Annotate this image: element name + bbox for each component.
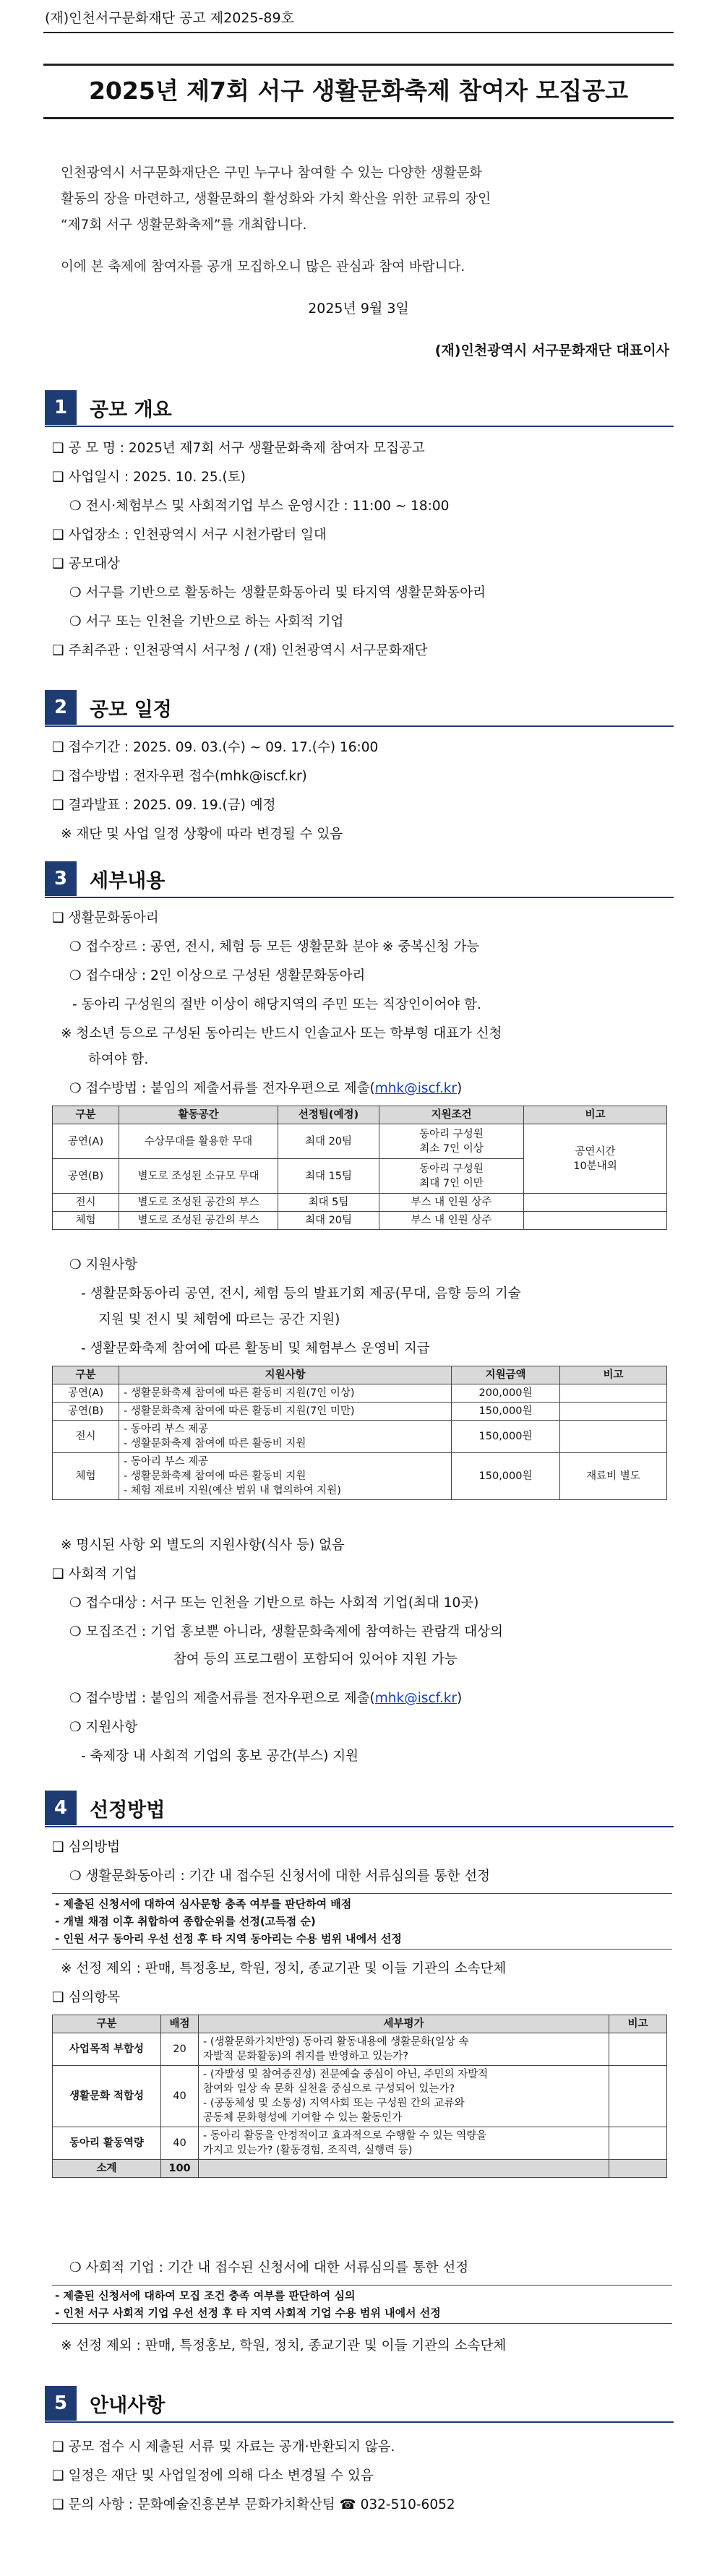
table-header-cell: 세부평가 xyxy=(199,2015,609,2033)
list-item: ❍ 서구 또는 인천을 기반으로 하는 사회적 기업 xyxy=(69,614,344,629)
table-cell xyxy=(560,1403,667,1421)
table-header-cell: 지원조건 xyxy=(379,1106,524,1124)
section-title: 공모 일정 xyxy=(90,698,172,721)
cell-line: 동아리 구성원 xyxy=(419,1128,484,1140)
list-item: 참여 등의 프로그램이 포함되어 있어야 지원 가능 xyxy=(173,1652,458,1667)
table-cell xyxy=(119,1421,452,1453)
table-cell: 생활문화 적합성 xyxy=(53,2066,161,2127)
section-title: 공모 개요 xyxy=(90,398,172,421)
cell-line: - 동아리 활동을 안정적이고 효과적으로 수행할 수 있는 역량을 xyxy=(203,2130,487,2142)
cell-line: 자발적 문화활동)의 취지를 반영하고 있는가? xyxy=(203,2051,408,2062)
table-cell xyxy=(199,2127,609,2160)
table-row xyxy=(53,2066,667,2127)
list-item: ❍ 전시·체험부스 및 사회적기업 부스 운영시간 : 11:00 ~ 18:00 xyxy=(69,499,450,514)
top-divider xyxy=(43,32,674,33)
list-item: ❑ 사업일시 : 2025. 10. 25.(토) xyxy=(52,470,246,485)
list-item: ❍ 접수대상 : 2인 이상으로 구성된 생활문화동아리 xyxy=(69,968,366,983)
list-item xyxy=(69,1688,462,1707)
note-line: - 제출된 신청서에 대하여 모집 조건 충족 여부를 판단하여 심의 xyxy=(55,2289,356,2302)
table-row xyxy=(53,1384,667,1403)
criteria-note-box xyxy=(52,1893,672,1950)
list-item: ❑ 접수기간 : 2025. 09. 03.(수) ~ 09. 17.(수) 16:00 xyxy=(52,740,379,755)
paren-close: ) xyxy=(457,1081,463,1096)
table-cell: 부스 내 인원 상주 xyxy=(379,1194,524,1212)
table-cell xyxy=(199,2066,609,2127)
table-cell: 체험 xyxy=(53,1453,119,1500)
notice-date: 2025년 9월 3일 xyxy=(308,301,409,316)
list-item: ❑ 사업장소 : 인천광역시 서구 시천가람터 일대 xyxy=(52,527,327,543)
table-header-row xyxy=(53,1106,667,1124)
cell-line: 10분내외 xyxy=(573,1160,617,1172)
table-cell xyxy=(199,2160,609,2178)
cell-line: - (자발성 및 참여증진성) 전문예술 중심이 아닌, 주민의 자발적 xyxy=(203,2069,489,2080)
page-title: 2025년 제7회 서구 생활문화축제 참여자 모집공고 xyxy=(88,77,629,105)
note-line: - 인원 서구 동아리 우선 선정 후 타 지역 동아리는 수용 범위 내에서 선정 xyxy=(55,1932,402,1945)
table-row xyxy=(53,2127,667,2160)
table-header-cell: 배점 xyxy=(161,2015,199,2033)
email-link[interactable]: mhk@iscf.kr xyxy=(374,1081,458,1096)
cell-line: 가지고 있는가? (활동경험, 조직력, 실행력 등) xyxy=(203,2145,413,2156)
table-row xyxy=(53,1124,667,1159)
table-header-cell: 비고 xyxy=(609,2015,667,2033)
list-item: ❑ 생활문화동아리 xyxy=(52,910,159,926)
cell-line: - (공동체성 및 소통성) 지역사회 또는 구성원 간의 교류와 xyxy=(203,2098,465,2109)
table-cell xyxy=(609,2160,667,2178)
cell-line: - 생활문화축제 참여에 따른 활동비 지원 xyxy=(124,1470,306,1482)
list-item: ※ 선정 제외 : 판매, 특정홍보, 학원, 정치, 종교기관 및 이들 기관의 소속단체 xyxy=(61,2338,507,2353)
list-item: ※ 재단 및 사업 일정 상황에 따라 변경될 수 있음 xyxy=(61,827,343,842)
list-item: ❑ 일정은 재단 및 사업일정에 의해 다소 변경될 수 있음 xyxy=(52,2468,374,2484)
cell-line: 동아리 구성원 xyxy=(419,1163,484,1175)
intro-line: “제7회 서구 생활문화축제”를 개최합니다. xyxy=(61,217,307,233)
table-header-row xyxy=(53,2015,667,2033)
notice-number: (재)인천서구문화재단 공고 제2025-89호 xyxy=(45,10,294,26)
table-header-cell: 비고 xyxy=(524,1106,667,1124)
list-item xyxy=(69,1078,462,1097)
table-row xyxy=(53,1403,667,1421)
table-cell xyxy=(560,1421,667,1453)
table-cell xyxy=(379,1159,524,1194)
list-item: ※ 청소년 등으로 구성된 동아리는 반드시 인솔교사 또는 학부형 대표가 신청 xyxy=(61,1026,502,1041)
table-cell xyxy=(199,2033,609,2066)
table-cell xyxy=(379,1124,524,1159)
table-row xyxy=(53,1194,667,1212)
cell-line: - 체험 재료비 지원(예산 범위 내 협의하여 지원) xyxy=(124,1485,341,1496)
table-cell: 최대 20팀 xyxy=(278,1212,379,1230)
table-cell: 동아리 활동역량 xyxy=(53,2127,161,2160)
cell-line: - (생활문화가치반영) 동아리 활동내용에 생활문화(일상 속 xyxy=(203,2036,469,2048)
section-rule xyxy=(45,897,674,898)
list-item: ❍ 지원사항 xyxy=(69,1720,137,1735)
table-row xyxy=(53,1453,667,1500)
section-header-overview xyxy=(45,390,172,425)
section-rule xyxy=(45,2421,674,2423)
activity-table xyxy=(52,1106,667,1230)
section-title: 세부내용 xyxy=(90,869,166,892)
table-cell: 부스 내 인원 상주 xyxy=(379,1212,524,1230)
list-item: ❍ 사회적 기업 : 기간 내 접수된 신청서에 대한 서류심의를 통한 선정 xyxy=(69,2260,469,2275)
table-cell: 전시 xyxy=(53,1421,119,1453)
paren-close: ) xyxy=(457,1691,463,1706)
intro-line: 이에 본 축제에 참여자를 공개 모집하오니 많은 관심과 참여 바랍니다. xyxy=(61,259,465,275)
note-line: - 제출된 신청서에 대하여 심사문항 충족 여부를 판단하여 배점 xyxy=(55,1897,352,1911)
table-cell: 재료비 별도 xyxy=(560,1453,667,1500)
table-cell xyxy=(524,1212,667,1230)
table-cell: 전시 xyxy=(53,1194,119,1212)
section-number: 2 xyxy=(45,690,77,725)
section-header-guide xyxy=(45,2386,165,2421)
note-line: - 개별 채점 이후 취합하여 종합순위를 선정(고득점 순) xyxy=(55,1915,316,1928)
table-header-cell: 구분 xyxy=(53,1106,119,1124)
table-header-cell: 지원금액 xyxy=(452,1366,560,1384)
table-cell xyxy=(560,1384,667,1403)
evaluation-table xyxy=(52,2015,667,2178)
table-cell xyxy=(609,2033,667,2066)
table-cell: - 생활문화축제 참여에 따른 활동비 지원(7인 미만) xyxy=(119,1403,452,1421)
table-header-cell: 비고 xyxy=(560,1366,667,1384)
cell-line: - 생활문화축제 참여에 따른 활동비 지원 xyxy=(124,1438,306,1449)
list-item: - 축제장 내 사회적 기업의 홍보 공간(부스) 지원 xyxy=(81,1749,358,1764)
table-cell: 150,000원 xyxy=(452,1421,560,1453)
table-header-cell: 지원사항 xyxy=(119,1366,452,1384)
list-item: ❍ 접수대상 : 서구 또는 인천을 기반으로 하는 사회적 기업(최대 10곳) xyxy=(69,1595,479,1611)
list-item: ❍ 생활문화동아리 : 기간 내 접수된 신청서에 대한 서류심의를 통한 선정 xyxy=(69,1869,491,1884)
table-cell xyxy=(609,2066,667,2127)
list-item: - 생활문화동아리 공연, 전시, 체험 등의 발표기회 제공(무대, 음향 등의 기술 xyxy=(81,1286,521,1301)
section-header-details xyxy=(45,861,165,896)
table-cell: 최대 20팀 xyxy=(278,1124,379,1159)
cell-line: - 동아리 부스 제공 xyxy=(124,1423,209,1435)
table-cell xyxy=(119,1453,452,1500)
criteria-note-box xyxy=(52,2285,672,2324)
table-cell: 사업목적 부합성 xyxy=(53,2033,161,2066)
cell-line: 최대 7인 이만 xyxy=(419,1177,484,1189)
list-item: ❑ 심의항목 xyxy=(52,1990,120,2005)
list-item: - 동아리 구성원의 절반 이상이 해당지역의 주민 또는 직장인이어야 함. xyxy=(72,997,481,1012)
table-cell: 소계 xyxy=(53,2160,161,2178)
table-cell: 최대 15팀 xyxy=(278,1159,379,1194)
cell-line: 참여와 일상 속 문화 실천을 중심으로 구성되어 있는가? xyxy=(203,2083,455,2095)
intro-line: 활동의 장을 마련하고, 생활문화의 활성화와 가치 확산을 위한 교류의 장인 xyxy=(61,191,491,207)
table-row xyxy=(53,1212,667,1230)
cell-line: 공연시간 xyxy=(575,1145,616,1158)
email-link[interactable]: mhk@iscf.kr xyxy=(374,1691,458,1706)
support-table xyxy=(52,1366,667,1500)
list-item: ❍ 접수장르 : 공연, 전시, 체험 등 모든 생활문화 분야 ※ 중복신청 가능 xyxy=(69,939,480,955)
list-item: ❑ 공모 접수 시 제출된 서류 및 자료는 공개·반환되지 않음. xyxy=(52,2439,395,2455)
table-cell: 150,000원 xyxy=(452,1403,560,1421)
table-cell: 공연(B) xyxy=(53,1159,119,1194)
section-number: 4 xyxy=(45,1791,77,1825)
table-cell: 40 xyxy=(161,2127,199,2160)
table-cell xyxy=(524,1194,667,1212)
list-item: ❑ 공 모 명 : 2025년 제7회 서구 생활문화축제 참여자 모집공고 xyxy=(52,441,425,456)
section-title: 선정방법 xyxy=(90,1799,166,1822)
section-number: 5 xyxy=(45,2386,77,2421)
table-cell: 별도로 조성된 공간의 부스 xyxy=(119,1212,278,1230)
list-item: ❑ 공모대상 xyxy=(52,556,120,572)
list-item: ❑ 주최주관 : 인천광역시 서구청 / (재) 인천광역시 서구문화재단 xyxy=(52,643,428,658)
table-header-cell: 구분 xyxy=(53,1366,119,1384)
section-number: 1 xyxy=(45,390,77,425)
table-row xyxy=(53,2033,667,2066)
submit-method-label: ❍ 접수방법 : 붙임의 제출서류를 전자우편으로 제출( xyxy=(69,1691,375,1706)
table-cell: 공연(B) xyxy=(53,1403,119,1421)
section-rule xyxy=(45,426,674,427)
list-item: ❍ 지원사항 xyxy=(69,1257,137,1272)
table-cell: 최대 5팀 xyxy=(278,1194,379,1212)
list-item: ※ 선정 제외 : 판매, 특정홍보, 학원, 정치, 종교기관 및 이들 기관의 소속단체 xyxy=(61,1961,507,1976)
cell-line: 공동체 문화형성에 기여할 수 있는 활동인가 xyxy=(203,2112,403,2124)
table-cell: 공연(A) xyxy=(53,1124,119,1159)
list-item: ❑ 결과발표 : 2025. 09. 19.(금) 예정 xyxy=(52,798,276,813)
list-item: ❍ 서구를 기반으로 활동하는 생활문화동아리 및 타지역 생활문화동아리 xyxy=(69,585,486,600)
section-rule xyxy=(45,1826,674,1827)
table-cell xyxy=(609,2127,667,2160)
list-item: 하여야 함. xyxy=(88,1052,149,1067)
section-rule xyxy=(45,725,674,727)
table-cell: 수상무대를 활용한 무대 xyxy=(119,1124,278,1159)
title-rule-top xyxy=(43,64,674,66)
section-header-schedule xyxy=(45,690,172,725)
section-number: 3 xyxy=(45,861,77,896)
list-item: ❑ 사회적 기업 xyxy=(52,1567,137,1582)
list-item: 지원 및 전시 및 체험에 따르는 공간 지원) xyxy=(98,1312,340,1327)
table-header-cell: 활동공간 xyxy=(119,1106,278,1124)
table-cell: 별도로 조성된 공간의 부스 xyxy=(119,1194,278,1212)
table-row xyxy=(53,1421,667,1453)
list-item: - 생활문화축제 참여에 따른 활동비 및 체험부스 운영비 지급 xyxy=(81,1341,430,1356)
table-cell: 별도로 조성된 소규모 무대 xyxy=(119,1159,278,1194)
table-cell: - 생활문화축제 참여에 따른 활동비 지원(7인 이상) xyxy=(119,1384,452,1403)
list-item: ❑ 접수방법 : 전자우편 접수(mhk@iscf.kr) xyxy=(52,769,307,784)
signer: (재)인천광역시 서구문화재단 대표이사 xyxy=(434,343,669,358)
table-cell xyxy=(524,1124,667,1194)
table-cell: 공연(A) xyxy=(53,1384,119,1403)
note-line: - 인천 서구 사회적 기업 우선 선정 후 타 지역 사회적 기업 수용 범위 내에서 선정 xyxy=(55,2306,441,2319)
cell-line: 최소 7인 이상 xyxy=(419,1142,484,1155)
table-sum-row xyxy=(53,2160,667,2178)
submit-method-label: ❍ 접수방법 : 붙임의 제출서류를 전자우편으로 제출( xyxy=(69,1081,375,1096)
list-item: ❍ 모집조건 : 기업 홍보뿐 아니라, 생활문화축제에 참여하는 관람객 대상의 xyxy=(69,1624,503,1640)
table-cell: 체험 xyxy=(53,1212,119,1230)
table-cell: 100 xyxy=(161,2160,199,2178)
section-title: 안내사항 xyxy=(90,2394,166,2417)
table-header-cell: 구분 xyxy=(53,2015,161,2033)
title-rule-bottom xyxy=(43,117,674,119)
table-cell: 20 xyxy=(161,2033,199,2066)
cell-line: - 동아리 부스 제공 xyxy=(124,1456,209,1468)
contact-line: ❑ 문의 사항 : 문화예술진흥본부 문화가치확산팀 ☎ 032-510-6052 xyxy=(52,2497,455,2512)
table-header-row xyxy=(53,1366,667,1384)
table-header-cell: 선정팀(예정) xyxy=(278,1106,379,1124)
intro-line: 인천광역시 서구문화재단은 구민 누구나 참여할 수 있는 다양한 생활문화 xyxy=(61,165,483,181)
table-cell: 40 xyxy=(161,2066,199,2127)
list-item: ※ 명시된 사항 외 별도의 지원사항(식사 등) 없음 xyxy=(61,1538,345,1553)
table-cell: 200,000원 xyxy=(452,1384,560,1403)
section-header-selection xyxy=(45,1791,165,1825)
list-item: ❑ 심의방법 xyxy=(52,1840,120,1855)
table-cell: 150,000원 xyxy=(452,1453,560,1500)
